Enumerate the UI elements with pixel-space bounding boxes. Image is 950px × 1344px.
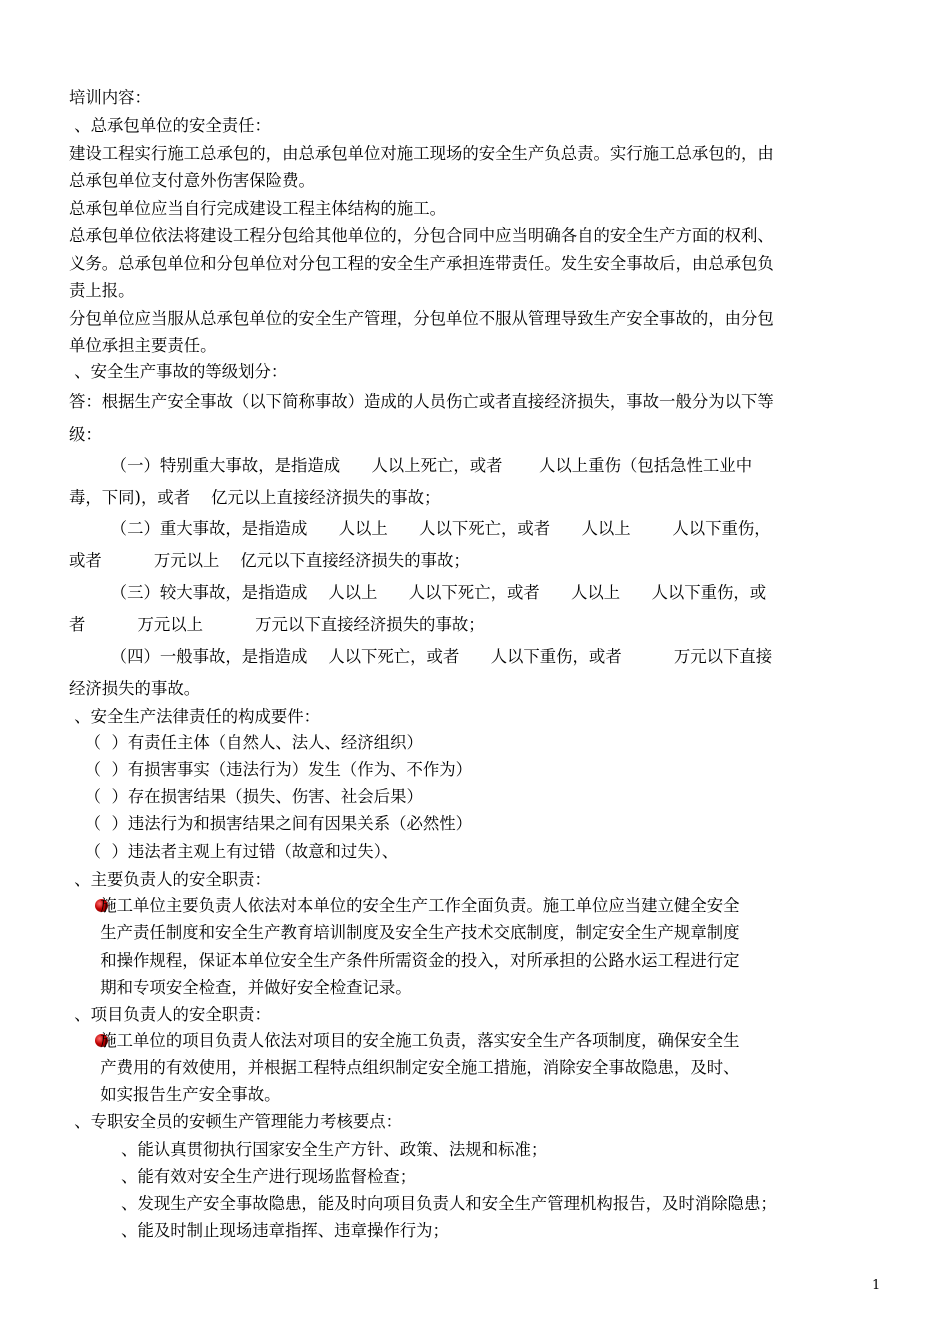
doc-line: 如实报告生产安全事故。 xyxy=(69,1085,281,1104)
doc-line: 期和专项安全检查，并做好安全检查记录。 xyxy=(69,978,412,997)
doc-line: 责上报。 xyxy=(69,281,135,300)
doc-line: 产费用的有效使用，并根据工程特点组织制定安全施工措施，消除安全事故隐患，及时、 xyxy=(69,1058,740,1077)
list-item: （ ）违法者主观上有过错（故意和过失）、 xyxy=(69,842,399,861)
list-item: （ ）有损害事实（违法行为）发生（作为、不作为） xyxy=(69,760,473,779)
doc-line: 和操作规程，保证本单位安全生产条件所需资金的投入，对所承担的公路水运工程进行定 xyxy=(69,951,740,970)
doc-line: 单位承担主要责任。 xyxy=(69,336,217,355)
doc-line: （二）重大事故，是指造成 人以上 人以下死亡，或者 人以上 人以下重伤， xyxy=(69,519,771,538)
doc-line: （四）一般事故，是指造成 人以下死亡，或者 人以下重伤，或者 万元以下直接 xyxy=(69,647,773,666)
list-item: 、能及时制止现场违章指挥、违章操作行为； xyxy=(69,1221,449,1240)
doc-line: 经济损失的事故。 xyxy=(69,679,201,698)
doc-line: 毒，下同)，或者 亿元以上直接经济损失的事故； xyxy=(69,488,441,507)
doc-line: （一）特别重大事故，是指造成 人以上死亡，或者 人以上重伤（包括急性工业中 xyxy=(69,456,753,475)
list-item: （ ）存在损害结果（损失、伤害、社会后果） xyxy=(69,787,423,806)
list-item: 、能有效对安全生产进行现场监督检查； xyxy=(69,1167,417,1186)
doc-line: 总承包单位支付意外伤害保险费。 xyxy=(69,171,315,190)
list-item: 、发现生产安全事故隐患，能及时向项目负责人和安全生产管理机构报告，及时消除隐患； xyxy=(69,1194,777,1213)
section-heading: 、安全生产事故的等级划分： xyxy=(69,362,288,381)
list-item: （ ）违法行为和损害结果之间有因果关系（必然性） xyxy=(69,814,473,833)
doc-line: 分包单位应当服从总承包单位的安全生产管理，分包单位不服从管理导致生产安全事故的，由分包 xyxy=(69,309,774,328)
doc-line: 者 万元以上 万元以下直接经济损失的事故； xyxy=(69,615,485,634)
doc-line: 生产责任制度和安全生产教育培训制度及安全生产技术交底制度，制定安全生产规章制度 xyxy=(69,923,740,942)
doc-line: 总承包单位应当自行完成建设工程主体结构的施工。 xyxy=(69,199,446,218)
doc-line: 施工单位主要负责人依法对本单位的安全生产工作全面负责。施工单位应当建立健全安全 xyxy=(69,896,740,915)
list-item: （ ）有责任主体（自然人、法人、经济组织） xyxy=(69,733,423,752)
doc-line: 施工单位的项目负责人依法对项目的安全施工负责，落实安全生产各项制度，确保安全生 xyxy=(69,1031,740,1050)
doc-line: 级： xyxy=(69,425,102,444)
doc-line: 总承包单位依法将建设工程分包给其他单位的，分包合同中应当明确各自的安全生产方面的权利、 xyxy=(69,226,774,245)
doc-line: 答：根据生产安全事故（以下简称事故）造成的人员伤亡或者直接经济损失，事故一般分为以下等 xyxy=(69,392,774,411)
doc-line: 建设工程实行施工总承包的，由总承包单位对施工现场的安全生产负总责。实行施工总承包的，由 xyxy=(69,144,774,163)
section-heading: 、项目负责人的安全职责： xyxy=(69,1005,271,1024)
section-heading: 、专职安全员的安顿生产管理能力考核要点： xyxy=(69,1112,403,1131)
section-heading: 、安全生产法律责任的构成要件： xyxy=(69,707,321,726)
list-item: 、能认真贯彻执行国家安全生产方针、政策、法规和标准； xyxy=(69,1140,548,1159)
doc-line: 或者 万元以上 亿元以下直接经济损失的事故； xyxy=(69,551,470,570)
doc-line: 培训内容： xyxy=(69,88,151,107)
doc-line: 义务。总承包单位和分包单位对分包工程的安全生产承担连带责任。发生安全事故后，由总承包负 xyxy=(69,254,774,273)
page-number: 1 xyxy=(872,1278,881,1293)
doc-line: （三）较大事故，是指造成 人以上 人以下死亡，或者 人以上 人以下重伤，或 xyxy=(69,583,767,602)
section-heading: 、总承包单位的安全责任： xyxy=(69,116,271,135)
section-heading: 、主要负责人的安全职责： xyxy=(69,870,271,889)
